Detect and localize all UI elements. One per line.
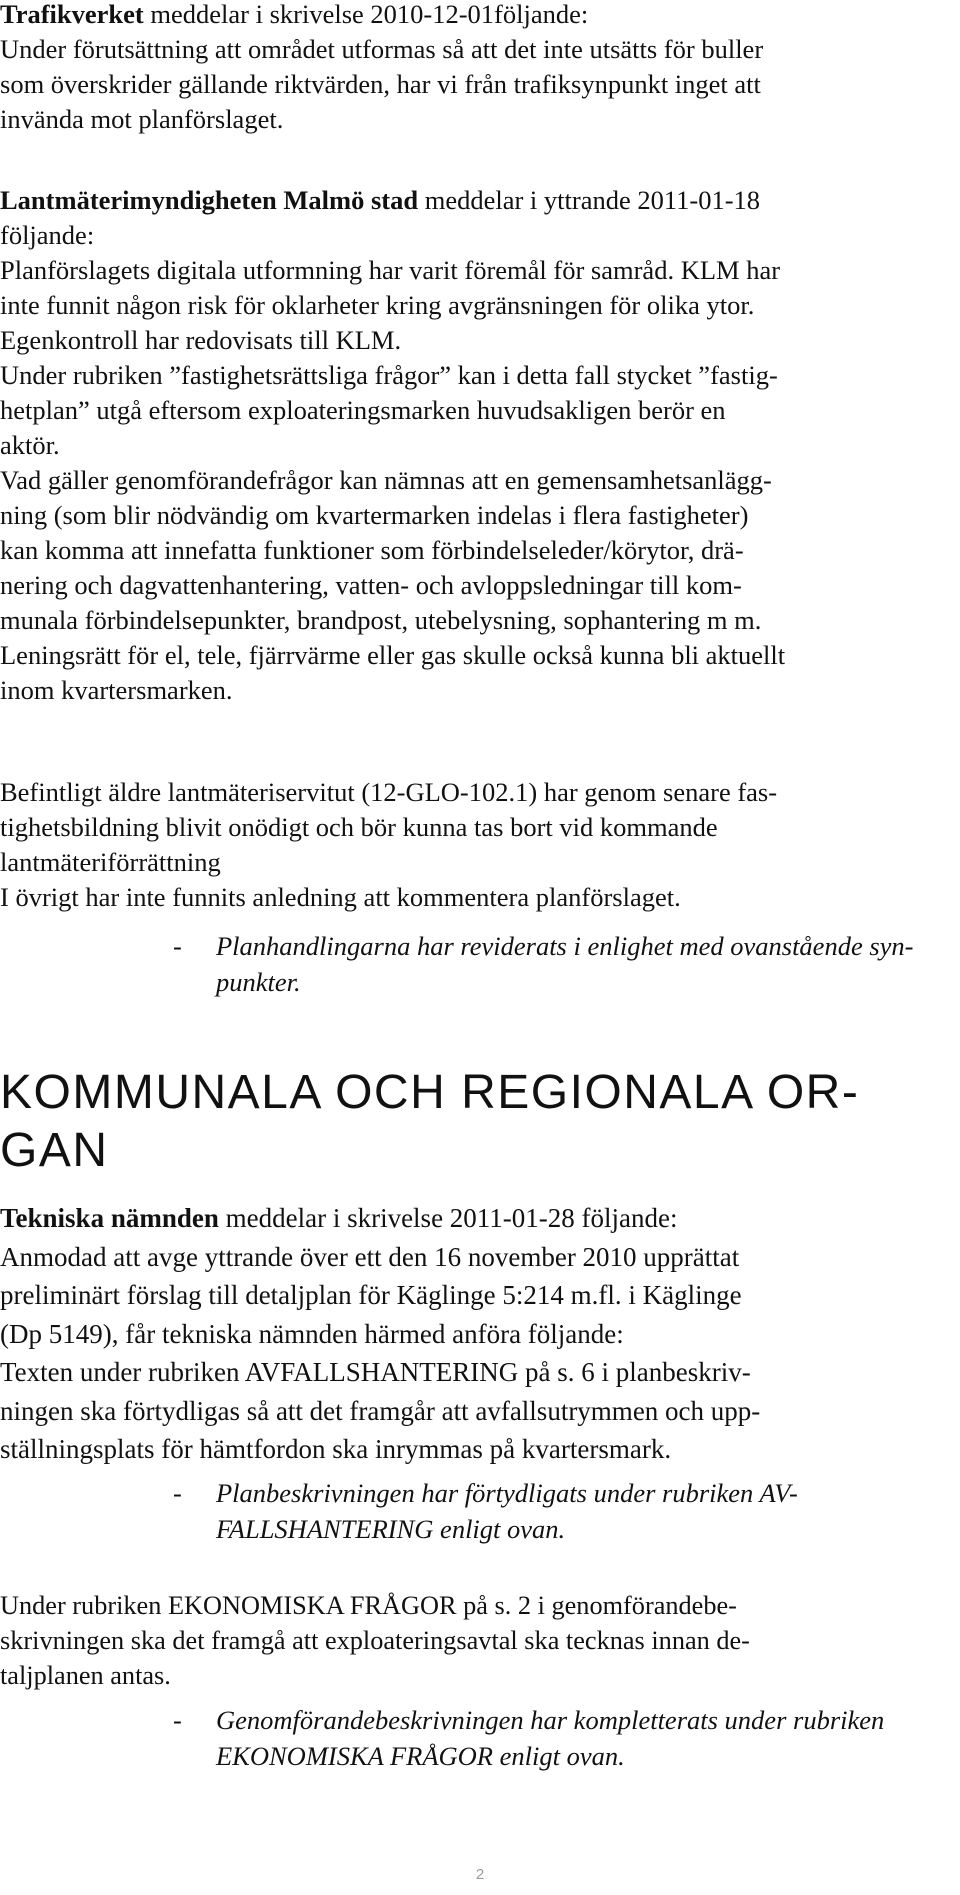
bullet-text	[216, 1475, 798, 1547]
text-line: preliminärt förslag till detaljplan för Käglinge 5:214 m.fl. i Käglinge	[0, 1280, 742, 1310]
text-line: Under rubriken EKONOMISKA FRÅGOR på s. 2 i genomförandebe-	[0, 1591, 737, 1620]
organization-name: Tekniska nämnden	[0, 1203, 219, 1233]
text-line: som överskrider gällande riktvärden, har vi från trafiksynpunkt inget att	[0, 69, 761, 99]
text-line: invända mot planförslaget.	[0, 104, 284, 134]
text-line: ställningsplats för hämtfordon ska inrymmas på kvartersmark.	[0, 1434, 672, 1464]
text-line: Under rubriken ”fastighetsrättsliga frågor” kan i detta fall stycket ”fastig-	[0, 360, 778, 390]
heading-line: GAN	[0, 1124, 109, 1177]
text-line: Lantmäterimyndigheten Malmö stad meddelar i yttrande 2011-01-18	[0, 185, 761, 215]
text-line: Planbeskrivningen har förtydligats under rubriken AV-	[216, 1478, 798, 1508]
paragraph-trafikverket	[0, 0, 952, 137]
text-line: skrivningen ska det framgå att exploateringsavtal ska tecknas innan de-	[0, 1626, 750, 1655]
text-line: Texten under rubriken AVFALLSHANTERING på s. 6 i planbeskriv-	[0, 1357, 751, 1387]
bullet-dash: -	[173, 931, 182, 961]
bullet-text	[216, 1702, 884, 1774]
text-line: Genomförandebeskrivningen har kompletterats under rubriken	[216, 1705, 885, 1735]
page-number: 2	[475, 1866, 485, 1883]
text-line: ning (som blir nödvändig om kvartermarken indelas i flera fastigheter)	[0, 500, 749, 530]
text-line: Vad gäller genomförandefrågor kan nämnas att en gemensamhetsanlägg-	[0, 465, 772, 495]
organization-name: Trafikverket	[0, 0, 144, 29]
bullet-dash: -	[173, 1705, 182, 1735]
text-line: Tekniska nämnden meddelar i skrivelse 2011-01-28 följande:	[0, 1203, 678, 1233]
paragraph-ekonomiska-fragor	[0, 1588, 952, 1693]
text-line: Planförslagets digitala utformning har varit föremål för samråd. KLM har	[0, 255, 781, 285]
text-line: Leningsrätt för el, tele, fjärrvärme eller gas skulle också kunna bli aktuellt	[0, 640, 786, 670]
text-line: Befintligt äldre lantmäteriservitut (12-GLO-102.1) har genom senare fas-	[0, 777, 778, 807]
text-line: aktör.	[0, 430, 60, 460]
text-line: (Dp 5149), får tekniska nämnden härmed anföra följande:	[0, 1318, 624, 1349]
text-line: följande:	[0, 220, 95, 250]
paragraph-lantmateri	[0, 183, 952, 708]
bullet-dash: -	[173, 1478, 182, 1508]
text-line: I övrigt har inte funnits anledning att kommentera planförslaget.	[0, 882, 681, 912]
organization-name: Lantmäterimyndigheten Malmö stad	[0, 185, 419, 215]
paragraph-servitut	[0, 775, 952, 915]
text-line: inom kvartersmarken.	[0, 675, 233, 705]
heading-line: KOMMUNALA OCH REGIONALA OR-	[0, 1066, 860, 1119]
text-line: hetplan” utgå eftersom exploateringsmarken huvudsakligen berör en	[0, 395, 726, 425]
text-line: Anmodad att avge yttrande över ett den 16 november 2010 upprättat	[0, 1241, 740, 1272]
text-line: kan komma att innefatta funktioner som förbindelseleder/körytor, drä-	[0, 535, 744, 565]
text-line: taljplanen antas.	[0, 1661, 171, 1690]
text-line: Planhandlingarna har reviderats i enlighet med ovanstående syn-	[216, 931, 914, 961]
text-line: Trafikverket meddelar i skrivelse 2010-12-01följande:	[0, 0, 589, 29]
text-line: EKONOMISKA FRÅGOR enligt ovan.	[216, 1741, 625, 1771]
text-line: inte funnit någon risk för oklarheter kring avgränsningen för olika ytor.	[0, 290, 755, 320]
text-line: nering och dagvattenhantering, vatten- och avloppsledningar till kom-	[0, 570, 742, 600]
section-heading	[0, 1064, 859, 1180]
text-line: munala förbindelsepunkter, brandpost, utebelysning, sophantering m m.	[0, 605, 762, 635]
paragraph-tekniska-namnden	[0, 1199, 952, 1469]
text-line: ningen ska förtydligas så att det framgår att avfallsutrymmen och upp-	[0, 1395, 761, 1426]
text-line: tighetsbildning blivit onödigt och bör kunna tas bort vid kommande	[0, 812, 718, 842]
text-line: FALLSHANTERING enligt ovan.	[216, 1514, 566, 1544]
text-line: lantmäteriförrättning	[0, 847, 221, 877]
text-line: Under förutsättning att området utformas så att det inte utsätts för buller	[0, 34, 764, 64]
bullet-text	[216, 928, 913, 1000]
text-line: Egenkontroll har redovisats till KLM.	[0, 325, 402, 355]
text-line: punkter.	[216, 967, 301, 997]
